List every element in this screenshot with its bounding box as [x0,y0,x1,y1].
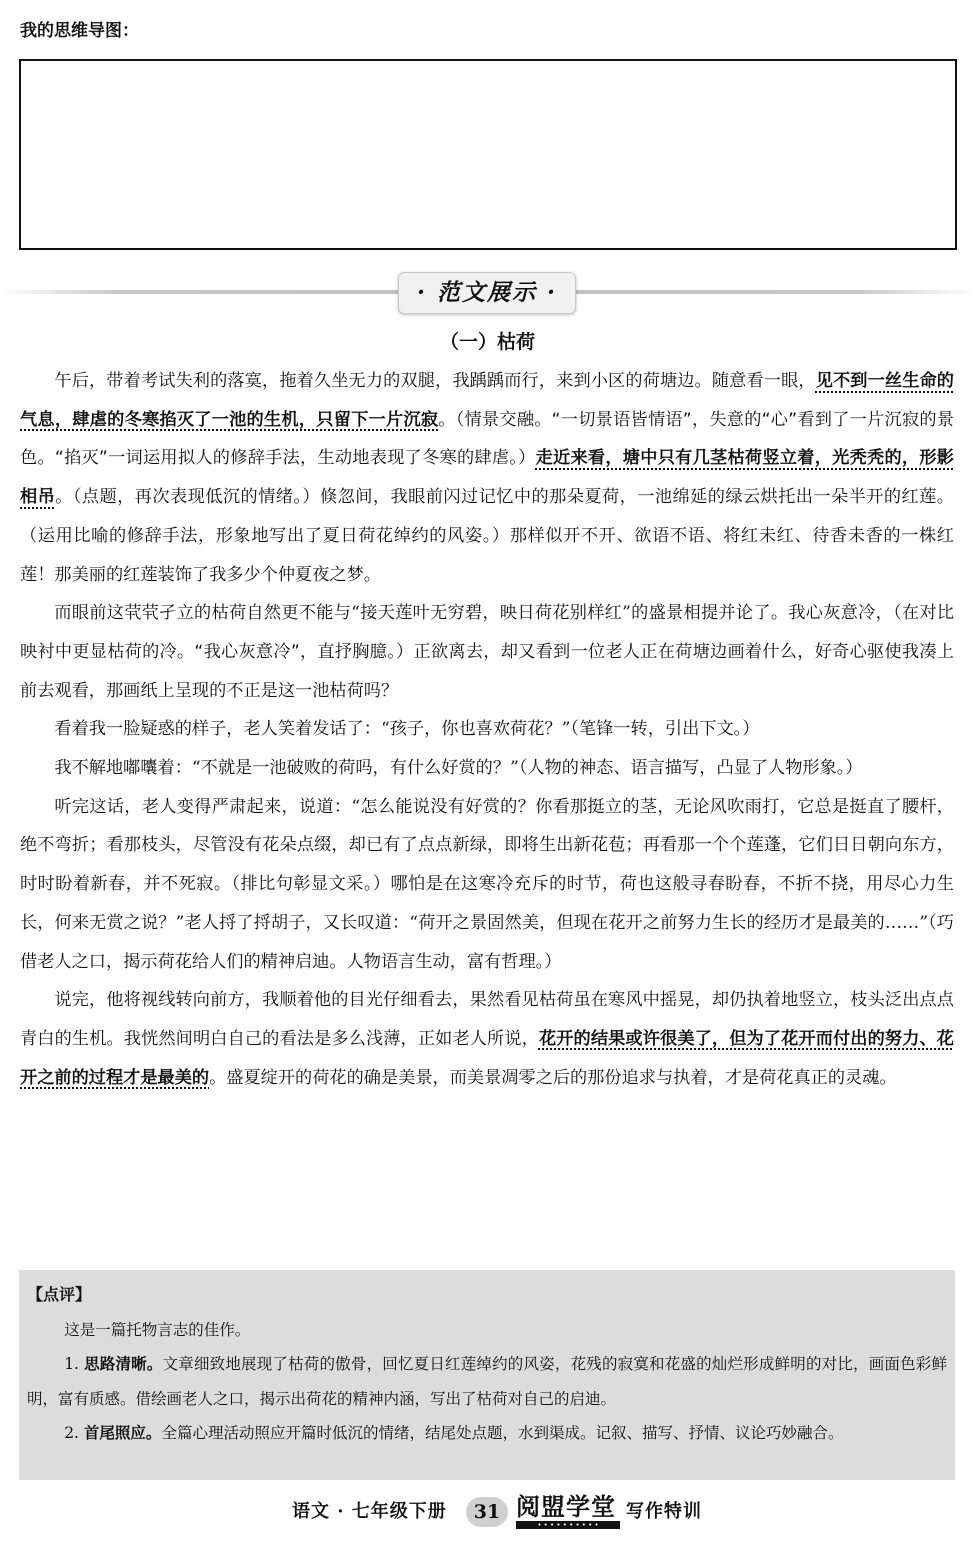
review-item-1-num: 1. [64,1355,79,1373]
footer-series: 写作特训 [626,1501,702,1522]
review-item-1-title: 思路清晰。 [84,1355,163,1373]
article-title: （一）枯荷 [439,331,535,353]
annotation-note: （情景交融。“一切景语皆情语”，失意的“心”看到了一片沉寂的景色。“掐灭”一词运用拟人的修辞手法，生动地表现了冬寒的肆虐。） [20,409,954,469]
annotation-note: （在对比映衬中更显枯荷的冷。“我心灰意冷”，直抒胸臆。） [20,603,955,662]
mindmap-label: 我的思维导图： [20,21,139,41]
paragraph-4 [20,749,954,788]
body-text: 。盛夏绽开的荷花的确是美景，而美景凋零之后的那份追求与执着，才是荷花真正的灵魂。 [209,1067,897,1088]
body-text: 。 [438,409,456,430]
review-box [19,1270,955,1480]
emphasized-sentence: 走近来看，塘中只有几茎枯荷竖立着，光秃秃的，形影相吊 [20,448,954,508]
emphasized-sentence: 见不到一丝生命的气息，肆虐的冬寒掐灭了一池的生机，只留下一片沉寂 [20,371,954,430]
body-text: 而眼前这茕茕孑立的枯荷自然更不能与“接天莲叶无穷碧，映日荷花别样红”的盛景相提并论了。我心灰意冷， [54,603,894,624]
body-text: 说完，他将视线转向前方，我顺着他的目光仔细看去，果然看见枯荷虽在寒风中摇晃，却仍执着地竖立，枝头泛出点点青白的生机。我恍然间明白自己的看法是多么浅薄，正如老人所说， [20,990,954,1049]
review-item-2-title: 首尾照应。 [83,1424,162,1442]
mindmap-box[interactable] [19,59,957,250]
brand-logo-text: 阅盟学堂 [516,1493,616,1521]
annotation-note: （排比句彰显文采。） [231,874,391,895]
paragraph-2 [20,594,954,710]
paragraph-3 [20,710,954,749]
body-text: 倏忽间，我眼前闪过记忆中的那朵夏荷，一池绵延的绿云烘托出一朵半开的红莲。 [320,487,954,508]
body-text: 看着我一脸疑惑的样子，老人笑着发话了：“孩子，你也喜欢荷花？” [54,719,571,740]
emphasized-sentence: 花开的结果或许很美了，但为了花开而付出的努力、花开之前的过程才是最美的 [20,1028,954,1088]
annotation-note: （人物的神态、语言描写，凸显了人物形象。） [518,758,863,779]
section-banner: · 范文展示 · [398,272,576,314]
paragraph-1 [20,362,954,594]
paragraph-6 [20,981,954,1097]
annotation-note: （点题，再次表现低沉的情绪。） [72,487,321,508]
annotation-note: （运用比喻的修辞手法，形象地写出了夏日荷花绰约的风姿。） [20,525,510,546]
review-item-2-num: 2. [64,1424,79,1442]
body-text: 。 [55,487,73,508]
body-text: 我不解地嘟囔着：“不就是一池破败的荷吗，有什么好赏的？” [54,758,519,779]
page-footer [0,1492,975,1532]
body-text: 听完这话，老人变得严肃起来，说道：“怎么能说没有好赏的？你看那挺立的茎，无论风吹雨打，它总是挺直了腰杆，绝不弯折；看那枝头，尽管没有花朵点缀，却已有了点点新绿，即将生出新花苞；再看那一个个莲蓬，它们日日朝向东方，时时盼着新春，并不死寂。 [20,796,954,895]
body-text: 午后，带着考试失利的落寞，拖着久坐无力的双腿，我踽踽而行，来到小区的荷塘边。随意看一眼， [54,371,816,391]
brand-logo [516,1493,620,1529]
article-body [20,362,954,1097]
brand-logo-strip: • • • • • • • • • • [516,1521,620,1529]
body-text: 哪怕是在这寒冷充斥的时节，荷也这般寻春盼春，不折不挠，用尽心力生长，何来无赏之说？”老人捋了捋胡子，又长叹道：“荷开之景固然美，但现在花开之前努力生长的经历才是最美的……” [20,874,954,933]
page-number: 31 [466,1497,508,1527]
paragraph-5 [20,788,954,982]
review-heading: 【点评】 [27,1285,92,1304]
review-item-2 [27,1416,947,1451]
annotation-note: （笔锋一转，引出下文。） [570,719,760,740]
footer-subject: 语文 · 七年级下册 [292,1501,447,1522]
body-text: 那样似开不开、欲语不语、将红未红、待香未香的一株红莲！那美丽的红莲装饰了我多少个仲夏夜之梦。 [20,525,954,585]
body-text: 正欲离去，却又看到一位老人正在荷塘边画着什么，好奇心驱使我凑上前去观看，那画纸上呈现的不正是这一池枯荷吗？ [20,641,954,701]
annotation-note: （巧借老人之口，揭示荷花给人们的精神启迪。人物语言生动，富有哲理。） [20,912,954,972]
review-intro: 这是一篇托物言志的佳作。 [64,1320,251,1339]
review-item-2-text: 全篇心理活动照应开篇时低沉的情绪，结尾处点题，水到渠成。记叙、描写、抒情、议论巧妙融合。 [161,1424,844,1442]
review-item-1-text: 文章细致地展现了枯荷的傲骨，回忆夏日红莲绰约的风姿，花残的寂寞和花盛的灿烂形成鲜明的对比，画面色彩鲜明，富有质感。借绘画老人之口，揭示出荷花的精神内涵，写出了枯荷对自己的启迪。 [27,1355,947,1408]
review-item-1 [27,1347,947,1416]
